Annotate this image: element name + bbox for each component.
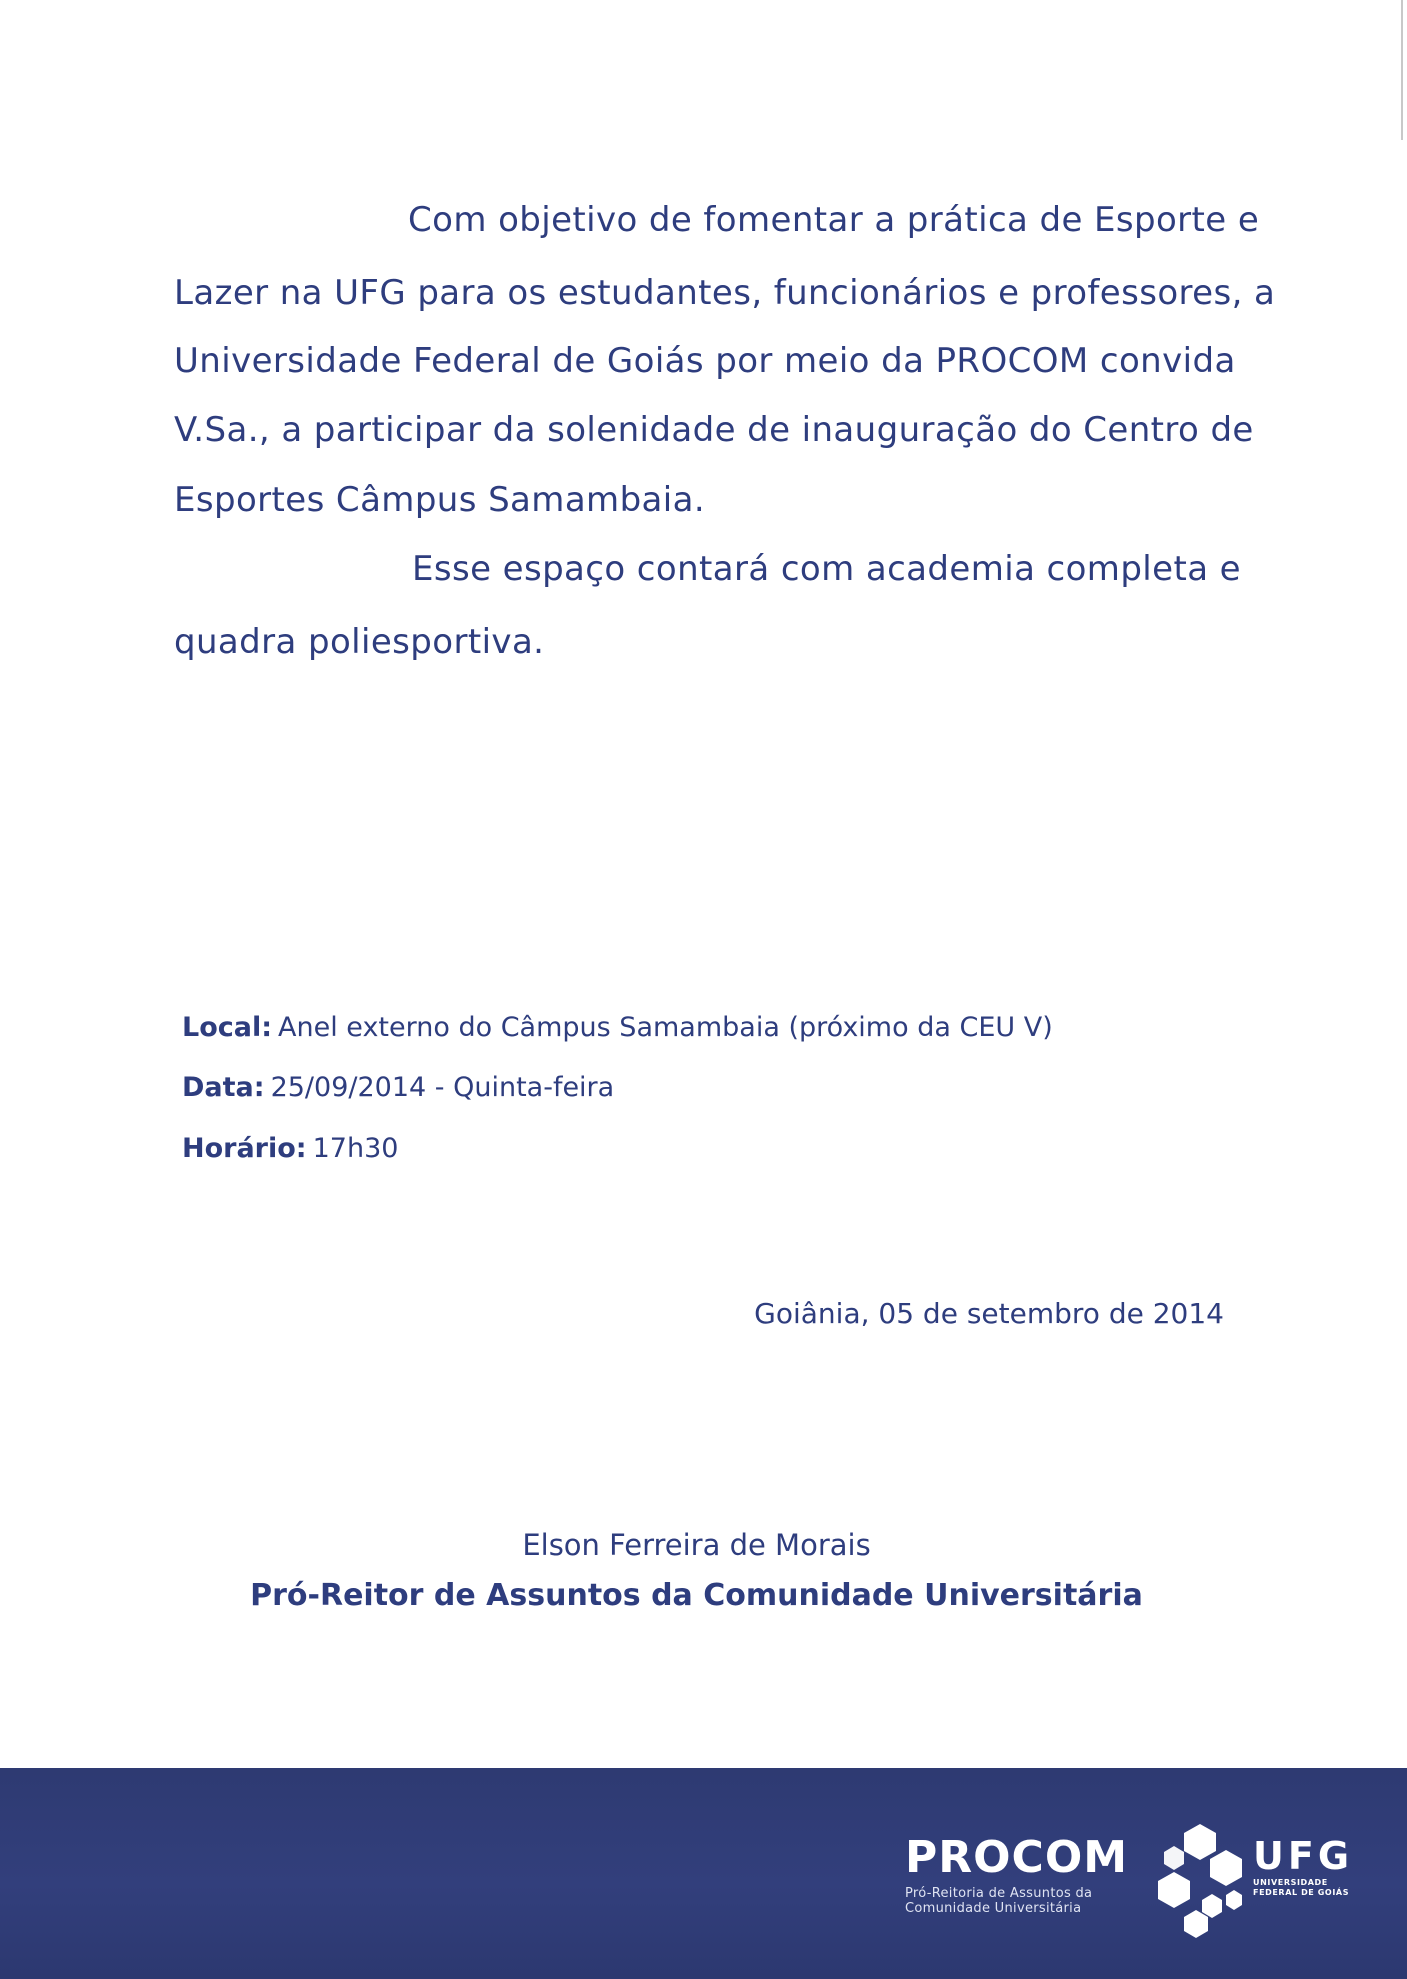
paragraph-1-line-5: Esportes Câmpus Samambaia. (174, 480, 706, 520)
data-value: 25/09/2014 - Quinta-feira (270, 1072, 615, 1103)
detail-data (182, 1072, 614, 1103)
ufg-name: UFG (1253, 1834, 1354, 1878)
local-label: Local: (182, 1012, 273, 1043)
procom-sub-line-1: Pró-Reitoria de Assuntos da (905, 1886, 1093, 1901)
paragraph-1-line-3: Universidade Federal de Goiás por meio da PROCOM convida (174, 341, 1236, 381)
ufg-sub-line-2: FEDERAL DE GOIÁS (1253, 1888, 1350, 1897)
local-value: Anel externo do Câmpus Samambaia (próximo da CEU V) (278, 1012, 1053, 1043)
detail-local (182, 1012, 1053, 1043)
horario-label: Horário: (182, 1133, 307, 1164)
signer-title: Pró-Reitor de Assuntos da Comunidade Universitária (250, 1578, 1143, 1613)
procom-logo (905, 1834, 1128, 1916)
paragraph-1-line-1: Com objetivo de fomentar a prática de Esporte e (408, 200, 1260, 240)
ufg-hexagon-logo-icon (1150, 1820, 1250, 1940)
ufg-wordmark (1253, 1836, 1353, 1898)
signer-name: Elson Ferreira de Morais (522, 1528, 871, 1562)
paragraph-1-line-4: V.Sa., a participar da solenidade de inauguração do Centro de (174, 410, 1254, 450)
detail-horario (182, 1133, 398, 1164)
data-label: Data: (182, 1072, 265, 1103)
procom-sub-line-2: Comunidade Universitária (905, 1901, 1082, 1916)
paragraph-1-line-2: Lazer na UFG para os estudantes, funcionários e professores, a (174, 273, 1276, 313)
scan-edge-line (1401, 0, 1403, 140)
procom-name: PROCOM (905, 1832, 1129, 1883)
place-date: Goiânia, 05 de setembro de 2014 (754, 1297, 1224, 1330)
ufg-sub-line-1: UNIVERSIDADE (1253, 1878, 1328, 1887)
paragraph-2-line-2: quadra poliesportiva. (174, 622, 545, 662)
horario-value: 17h30 (312, 1133, 399, 1164)
paragraph-2-line-1: Esse espaço contará com academia completa e (412, 549, 1241, 589)
